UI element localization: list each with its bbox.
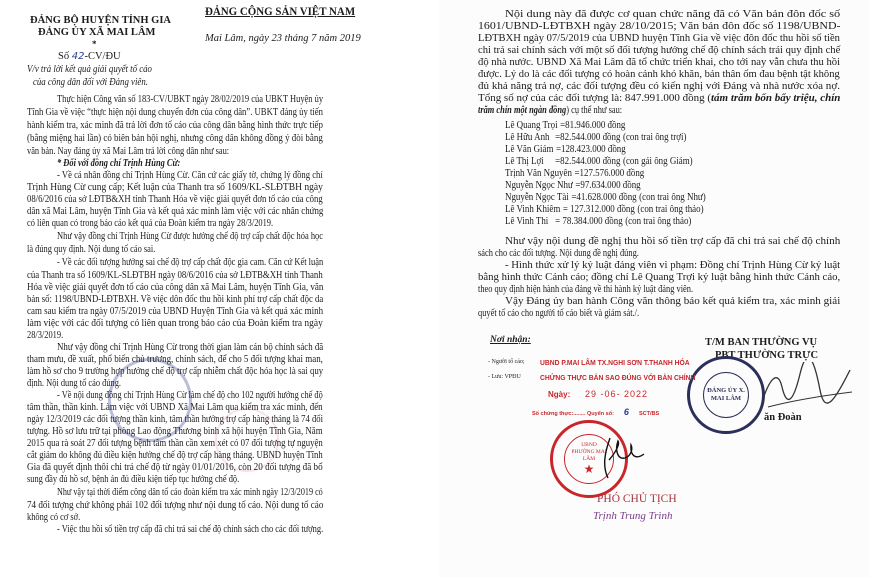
line-text: Gia đã quyết định thôi chi trả chế độ từ ngày 01/01/2016, còn 20 đối tượng đã bổ (27, 462, 323, 473)
org-line-2: ĐẢNG ỦY XÃ MAI LÂM (38, 27, 156, 38)
body-line (57, 342, 323, 353)
body-line (57, 231, 323, 242)
cert-date-label: Ngày: (548, 390, 571, 399)
debtor-name: Lê Vinh Thi (505, 216, 549, 227)
body-line (505, 9, 840, 20)
debtor-row (505, 216, 691, 227)
line-text: 2015 qua rà soát 27 đối tượng bệnh tâm thần cần xem xét có 07 đối tượng tự nguyện (27, 438, 323, 449)
cert-number (532, 407, 659, 417)
body-line (27, 330, 63, 341)
line-text: 28/3/2019. (27, 330, 64, 341)
debtor-row (505, 132, 686, 143)
line-text: định. Nội dung tố cáo đúng. (27, 378, 122, 389)
ward-seal-text: UBND PHƯỜNG MAI LÂM (571, 442, 607, 462)
line-text: - Về các đối tượng hưởng sai chế độ trợ cấp chất độc gia cam. Căn cứ Kết luận (57, 257, 324, 268)
line-text: bằng hình thức Cảnh cáo; đồng chí Lê Quang Trợi kỷ luật bằng hình thức Cảnh cáo, (478, 272, 841, 283)
debtor-amount: =127.576.000 đồng (574, 168, 645, 179)
subject-line-2: của công dân đối với Đảng viên. (33, 77, 148, 88)
body-line (27, 182, 323, 193)
body-line (478, 21, 840, 32)
debtor-row (505, 180, 643, 191)
body-line (478, 272, 840, 283)
line-text: văn bản. Nay đảng ủy xã Mai Lâm trả lời công dân như sau: (27, 146, 230, 157)
debtor-note: (con trai ông thảo) (625, 216, 692, 227)
body-line (478, 33, 840, 44)
line-text: tham mưu, đề xuất, phổ biến chủ trương, chính sách, để cho 5 đối tượng khai man, (27, 354, 323, 365)
body-line (57, 524, 323, 535)
line-text: làm việc với các đối tượng có liên quan trong báo cáo của Đoàn kiểm tra ngày (27, 318, 323, 329)
body-line (27, 146, 229, 157)
line-text: Như vậy nội dung đề nghị thu hồi số tiền trợ cấp đã chi trả sai chế độ chính (505, 236, 841, 247)
line-text: - Hình thức xử lý kỷ luật đảng viên vi phạm: Đồng chí Trịnh Hùng Cừ kỷ luật (505, 260, 841, 271)
debtor-row (505, 168, 647, 179)
line-text: bản số: 1198/UBND-LĐTBXH. Về việc dôn đốc thu hồi kinh phí trợ cấp chất độc da (27, 294, 324, 305)
line-text: đủ khả năng trả nợ, các đối tượng đều có kiến nghị với Đảng và nhà nước xóa nợ. (478, 81, 840, 92)
party-seal-text: ĐẢNG ỦY X. MAI LÂM (703, 372, 749, 418)
body-line (478, 45, 840, 56)
debtor-amount: =97.634.000 đồng (575, 180, 641, 191)
line-text: - Việc thu hồi số tiền trợ cấp đã chi trả sai chế độ chính sách cho các đối tượng. (57, 524, 324, 535)
book-number: 6 (623, 407, 629, 417)
line-text: tượng. Hồ sơ lưu trữ tại phòng Lao động Thương binh xã hội huyện Tĩnh Gia, Năm (27, 426, 323, 437)
body-line (27, 450, 323, 461)
body-line (27, 378, 121, 389)
debtor-name: Trịnh Văn Nguyên (505, 168, 572, 179)
signer-name-partial: ăn Đoàn (764, 412, 802, 423)
body-line (27, 306, 323, 317)
line-text: cam sau kiểm tra ngày 07/5/2019 của UBND Huyện Tĩnh Gia và kết quả xác minh (27, 306, 324, 317)
line-text: Vậy Đảng ủy ban hành Công văn thông báo kết quả kiểm tra, xác minh giải (505, 296, 841, 307)
debtor-row (505, 144, 628, 155)
line-text: - Về nội dung đồng chí Trịnh Hùng Cừ làm chế độ cho 102 người hưởng chế độ (57, 390, 323, 401)
body-line (478, 284, 693, 295)
debtor-amount: =128.423.000 đồng (555, 144, 626, 155)
debtor-row (505, 120, 628, 131)
body-line (27, 218, 273, 229)
emphasized-text: trăm chín một ngàn đồng (478, 105, 567, 116)
line-text: là đúng quy định. Nội dung tố cáo sai. (27, 244, 156, 255)
cert-date-value: 29 -06- 2022 (585, 389, 649, 399)
signature-title-1: T/M BAN THƯỜNG VỤ (705, 337, 818, 348)
org-line-1: ĐẢNG BỘ HUYỆN TỈNH GIA (30, 15, 171, 26)
place-date: Mai Lâm, ngày 23 tháng 7 năm 2019 (205, 33, 361, 44)
debtor-name: Lê Văn Giám (505, 144, 554, 155)
signature-title-2: PBT THƯỜNG TRỰC (715, 350, 819, 361)
star-emblem-icon: ★ (583, 462, 595, 476)
body-line (27, 426, 323, 437)
body-line (57, 94, 323, 105)
debtor-name: Nguyễn Ngọc Như (505, 180, 573, 191)
line-text: tâm thần, thần kinh. Làm việc với UBND Xã Mai Lâm qua kiểm tra xác minh, đến (27, 402, 323, 413)
line-text: Nội dung này đã được cơ quan chức năng đã có Văn bản đôn đốc số (505, 9, 841, 20)
line-text: Như vậy đồng chí Trịnh Hùng Cừ được hưởng chế độ trợ cấp chất độc hóa học (57, 231, 324, 242)
line-text: Tĩnh Gia về việc “thực hiện nội dung chuyển đơn của công dân”. UBKT đảng ủy tiến (27, 107, 323, 118)
line-text: cắt giảm do không đủ điều kiện hưởng chế độ trợ cấp hàng tháng. UBND huyện Tĩnh (27, 450, 323, 461)
emphasized-text: tám trăm bốn bẩy triệu, chín (710, 93, 841, 104)
emphasized-text: * Đối với đồng chí Trịnh Hùng Cừ: (57, 158, 181, 169)
line-text: hành kiểm tra, xác minh đã trả lời đơn tố cáo của công dân bằng hình thức trực tiếp (27, 120, 323, 131)
line-text: ) cụ thể như sau: (566, 105, 623, 116)
debtor-name: Lê Quang Trọi (505, 120, 558, 131)
debtor-note: (con trai ông trợi) (622, 132, 687, 143)
body-line (478, 105, 622, 116)
body-line (478, 57, 840, 68)
body-line (505, 260, 840, 271)
debtor-amount: = 127.312.000 đồng (562, 204, 635, 215)
cert-stamp-line-1: UBND P.MAI LÂM TX.NGHI SƠN T.THANH HÓA (540, 358, 690, 367)
line-text: - Về cá nhân đồng chí Trịnh Hùng Cừ. Căn cứ các giấy tờ, chứng lý đồng chí (57, 170, 323, 181)
body-line (27, 366, 323, 377)
line-text: sách cho các đối tượng. Nội dung đề nghị đúng. (478, 248, 639, 259)
body-line (27, 354, 323, 365)
right-document-page (440, 0, 870, 577)
body-line (27, 270, 323, 281)
line-text: chi trả sai chính sách với một số đối tượng hưởng chế độ chính sách trái quy định chế (478, 45, 841, 56)
party-seal (687, 356, 765, 434)
body-line (27, 244, 155, 255)
debtor-note: (con gái ông Giám) (622, 156, 693, 167)
body-line (27, 107, 323, 118)
body-line (27, 500, 323, 511)
body-line (57, 487, 323, 498)
line-text: 74 đối tượng chứ không phải 102 đối tượng như nội dung tố cáo. Nội dung tố cáo (27, 500, 324, 511)
debtor-name: Lê Thị Lợi (505, 156, 544, 167)
line-text: 08/6/2016 của sở LĐTB&XH tỉnh Thanh Hóa về việc giải quyết đơn tố cáo của công (27, 194, 323, 205)
body-line (27, 462, 323, 473)
debtor-row (505, 156, 693, 167)
recipient-item-2: - Lưu: VPĐU (488, 374, 521, 380)
doc-number-handwritten: 42 (71, 51, 85, 62)
body-line (478, 248, 639, 259)
body-line (27, 438, 323, 449)
body-line (27, 318, 323, 329)
debtor-note: (con trai ông Như) (639, 192, 706, 203)
body-line (505, 236, 840, 247)
body-line (57, 158, 180, 169)
debtor-name: Nguyễn Ngọc Tài (505, 192, 569, 203)
line-text: (bằng miệng hai lần) có biên bản hội nghị, nhưng công dân không đồng ý đòi bằng (27, 133, 323, 144)
body-line (57, 390, 323, 401)
debtor-row (505, 204, 704, 215)
doc-number-prefix: Số (58, 51, 72, 62)
cert-number-label: Số chứng thực:........ Quyển số: (532, 411, 614, 417)
body-line (27, 402, 323, 413)
line-text: Tổng số nợ của các đối tượng là: 847.991.000 đồng ( (478, 93, 711, 104)
recipients-title: Nơi nhận: (490, 335, 531, 345)
debtor-name: Lê Vinh Khiêm (505, 204, 561, 215)
line-text: Thực hiện Công văn số 183-CV/UBKT ngày 28/02/2019 của UBKT Huyện ủy (57, 94, 324, 105)
line-text: LĐTBXH ngày 07/5/2019 của UBND huyện Tĩnh Gia về việc đôn đốc thu hồi số tiền (478, 33, 840, 44)
body-line (27, 120, 323, 131)
party-title: ĐẢNG CỘNG SẢN VIỆT NAM (205, 6, 356, 18)
body-line (478, 81, 840, 92)
body-line (27, 414, 323, 425)
cert-stamp-line-2: CHỨNG THỰC BẢN SAO ĐÚNG VỚI BẢN CHÍNH (540, 373, 696, 382)
line-text: 1601/UBND-LĐTBXH ngày 28/10/2015; Văn bản đôn đốc số 1198/UBND- (478, 21, 841, 32)
vice-chairman-signature (600, 432, 645, 480)
line-text: sung đầy đủ hồ sơ, bệnh án đủ điều kiện tiếp tục hưởng chế độ. (27, 474, 240, 485)
debtor-amount: =41.628.000 đồng (571, 192, 637, 203)
line-text: Như vậy đồng chí Trịnh Hùng Cừ trong thời gian làm cán bộ chính sách đã (57, 342, 324, 353)
debtor-name: Lê Hữu Anh (505, 132, 550, 143)
doc-number (58, 51, 121, 62)
header-star: * (92, 39, 97, 49)
line-text: theo quy định hiện hành của đảng về thi hành kỷ luật đảng viên. (478, 284, 694, 295)
body-line (27, 194, 323, 205)
body-line (505, 296, 840, 307)
line-text: độ nhà nước. UBND Xã Mai Lâm đã tổ chức triển khai, cho tới nay vẫn chưa thu hồi (478, 57, 841, 68)
debtor-amount: =81.946.000 đồng (560, 120, 626, 131)
line-text: Trịnh Hùng Cừ cung cấp; Kết luận của Thanh tra số 1609/KL-SLĐTBH ngày (27, 182, 323, 193)
body-line (57, 257, 323, 268)
body-line (27, 206, 323, 217)
subject-line-1: V/v trả lời kết quả giải quyết tố cáo (27, 64, 152, 75)
line-text: không có cơ sở. (27, 512, 81, 523)
line-text: được. Lý do là các đối tượng có hoàn cảnh khó khăn, bản thân ốm đau bệnh tật không (478, 69, 840, 80)
doc-number-suffix: -CV/ĐU (84, 51, 121, 62)
body-line (27, 512, 80, 523)
party-secretary-signature (760, 362, 855, 412)
body-line (27, 294, 323, 305)
signer-name: Trịnh Trung Trình (593, 510, 673, 522)
body-line (27, 133, 323, 144)
line-text: của Thanh tra số 1609/KL-SLĐTBH ngày 08/6/2016 của sở LĐTB&XH tỉnh Thanh (27, 270, 323, 281)
debtor-row (505, 192, 706, 203)
body-line (478, 69, 840, 80)
book-suffix: SCT/BS (638, 411, 660, 417)
recipient-item-1: - Người tố cáo; (488, 359, 525, 365)
line-text: Hóa về việc giải quyết đơn tố cáo của công dân xã Mai Lâm, huyện Tĩnh Gia, văn (27, 282, 324, 293)
debtor-amount: =82.544.000 đồng (555, 156, 621, 167)
line-text: dân xã Mai Lâm, huyện Tĩnh Gia và kết quả xác minh làm việc với các nhân chứng (27, 206, 324, 217)
body-line (478, 308, 639, 319)
line-text: quyết tố cáo cho người tố cáo biết và giám sát./. (478, 308, 640, 319)
line-text: làm hồ sơ cho 9 trường hợp hưởng chế độ trợ cấp nhiễm chất độc hóa học là sai quy (27, 366, 324, 377)
body-line (27, 474, 239, 485)
debtor-amount: = 78.384.000 đồng (555, 216, 623, 227)
body-line (57, 170, 323, 181)
signer-title: PHÓ CHỦ TỊCH (597, 493, 677, 505)
line-text: có liên quan có trong báo cáo kết quả của Đoàn kiểm tra ngày 28/3/2019. (27, 218, 274, 229)
body-line (27, 282, 323, 293)
line-text: ngày 12/3/2019 các đối tượng thần kinh, tâm thần hưởng trợ cấp hàng tháng là 74 đối (27, 414, 324, 425)
body-line (478, 93, 840, 104)
line-text: Như vậy tại thời điểm công dân tố cáo đoàn kiểm tra xác minh ngày 12/3/2019 có (57, 487, 323, 498)
debtor-amount: =82.544.000 đồng (555, 132, 621, 143)
debtor-note: (con trai ông thảo) (637, 204, 704, 215)
